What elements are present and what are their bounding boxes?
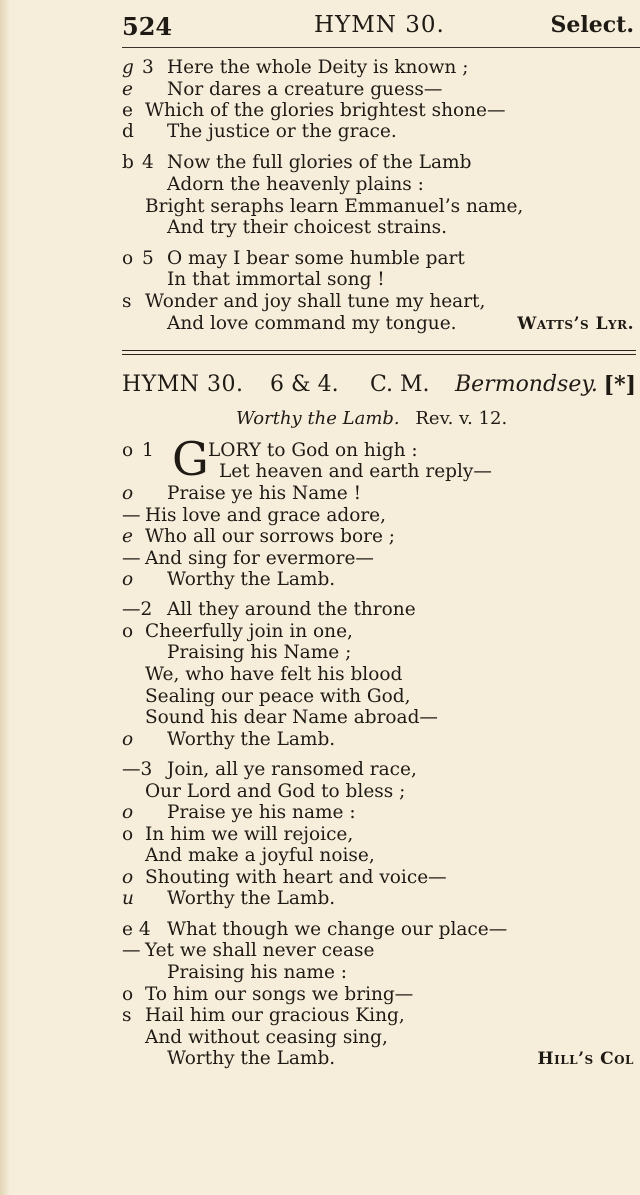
dynamic-mark: o (122, 984, 134, 1005)
verse-text: We, who have felt his blood (145, 664, 403, 685)
dynamic-mark: o (122, 824, 134, 845)
verse-text: In that immortal song ! (167, 269, 385, 290)
dynamic-mark: e (122, 100, 133, 121)
verse-line (122, 686, 634, 708)
header-title: HYMN 30. (314, 12, 445, 38)
dynamic-mark: —2 (122, 599, 153, 620)
verse-text: Join, all ye ransomed race, (167, 759, 417, 780)
verse-text: And try their choicest strains. (167, 217, 448, 238)
verse-line (122, 824, 634, 846)
verse-text: Now the full glories of the Lamb (167, 152, 472, 173)
verse-line (122, 313, 634, 335)
dynamic-mark: —3 (122, 759, 153, 780)
verse-text: Sealing our peace with God, (145, 686, 411, 707)
verse-line (122, 984, 634, 1006)
header-section: Select. (550, 12, 634, 38)
verse-line (122, 269, 634, 291)
verse-text: In him we will rejoice, (145, 824, 354, 845)
verse-text: Here the whole Deity is known ; (167, 57, 469, 78)
verse-text: And sing for evermore— (145, 548, 374, 569)
verse-text: Sound his dear Name abroad— (145, 707, 438, 728)
dynamic-mark: e (122, 526, 133, 547)
verse-text: Bright seraphs learn Emmanuel’s name, (145, 196, 524, 217)
dynamic-mark: d (122, 121, 134, 142)
verse-text: Worthy the Lamb. (167, 569, 336, 590)
verse-line (122, 174, 634, 196)
verse-line (122, 940, 634, 962)
verse-text: His love and grace adore, (145, 505, 387, 526)
verse-line (122, 483, 634, 505)
verse-line (122, 729, 634, 751)
dynamic-mark: o (122, 729, 134, 750)
verse-line (122, 642, 634, 664)
attribution-watts: Watts’s Lyr. (517, 314, 634, 334)
hymn-meter-code: C. M. (370, 372, 430, 397)
dynamic-mark: — (122, 548, 141, 569)
verse-line (122, 79, 634, 101)
dynamic-mark: b (122, 152, 134, 173)
verse-text: Adorn the heavenly plains : (167, 174, 424, 195)
verse-text: Worthy the Lamb. (167, 1048, 336, 1069)
verse-line (122, 845, 634, 867)
verse-line (122, 621, 634, 643)
verse-text: Praise ye his Name ! (167, 483, 362, 504)
verse-text: Praising his name : (167, 962, 348, 983)
verse-line (122, 1048, 634, 1070)
verse-number: 5 (142, 248, 154, 269)
dynamic-mark: — (122, 940, 141, 961)
hymn-tune: Bermondsey. (455, 372, 598, 397)
drop-cap: G (172, 432, 209, 486)
verse-text: Who all our sorrows bore ; (145, 526, 396, 547)
verse-text: Wonder and joy shall tune my heart, (145, 291, 486, 312)
dynamic-mark: e 4 (122, 919, 151, 940)
attribution-hill: Hill’s Col (537, 1049, 634, 1069)
verse-line (122, 505, 634, 527)
verse-line (122, 57, 634, 79)
hymn-heading (122, 372, 636, 402)
hymn-meter: 6 & 4. (270, 372, 339, 397)
verse-text: Cheerfully join in one, (145, 621, 353, 642)
verse-text: Shouting with heart and voice— (145, 867, 447, 888)
page-number: 524 (122, 12, 173, 41)
verse-text: Worthy the Lamb. (167, 888, 336, 909)
dynamic-mark: o (122, 569, 134, 590)
verse-line (122, 461, 634, 483)
hymn-title: HYMN 30. (122, 372, 244, 397)
verse-line (122, 526, 634, 548)
verse-line (122, 248, 634, 270)
dynamic-mark: o (122, 867, 134, 888)
dynamic-mark: — (122, 505, 141, 526)
verse-text: Worthy the Lamb. (167, 729, 336, 750)
verse-line (122, 100, 634, 122)
dynamic-mark: e (122, 79, 133, 100)
verse-line (122, 962, 634, 984)
dynamic-mark: s (122, 291, 132, 312)
verse-text: Which of the glories brightest shone— (145, 100, 506, 121)
verse-text: What though we change our place— (167, 919, 508, 940)
verse-text: To him our songs we bring— (145, 984, 414, 1005)
subtitle-text: Worthy the Lamb. (236, 408, 400, 429)
dynamic-mark: o (122, 621, 134, 642)
verse-line (122, 1027, 634, 1049)
verse-line (122, 1005, 634, 1027)
dynamic-mark: s (122, 1005, 132, 1026)
header-rule (122, 47, 640, 48)
dynamic-mark: g (122, 57, 134, 78)
verse-text: Yet we shall never cease (145, 940, 375, 961)
verse-line (122, 759, 634, 781)
verse-text: And without ceasing sing, (145, 1027, 388, 1048)
verse-line (122, 291, 634, 313)
verse-line (122, 121, 634, 143)
verse-text: Hail him our gracious King, (145, 1005, 405, 1026)
dynamic-mark: o (122, 440, 134, 461)
verse-text: And make a joyful noise, (145, 845, 375, 866)
verse-line (122, 599, 634, 621)
verse-line (122, 802, 634, 824)
verse-line (122, 569, 634, 591)
verse-text: The justice or the grace. (167, 121, 397, 142)
verse-line (122, 707, 634, 729)
verse-line (122, 919, 634, 941)
verse-line (122, 196, 634, 218)
scripture-ref: Rev. v. 12. (415, 408, 508, 429)
verse-line (122, 888, 634, 910)
verse-text: All they around the throne (167, 599, 416, 620)
verse-text: Nor dares a creature guess— (167, 79, 443, 100)
section-rule (122, 350, 636, 351)
verse-line (122, 781, 634, 803)
verse-line (122, 664, 634, 686)
verse-text: And love command my tongue. (167, 313, 457, 334)
verse-line (122, 548, 634, 570)
running-header (122, 12, 634, 42)
verse-number: 3 (142, 57, 154, 78)
hymn-subtitle (236, 408, 507, 429)
page-edge-shadow (0, 0, 10, 1195)
verse-text: Praise ye his name : (167, 802, 356, 823)
section-rule-thin (122, 354, 636, 355)
hymn-mark: [*] (603, 372, 636, 398)
verse-line (122, 217, 634, 239)
verse-number: 4 (142, 152, 154, 173)
verse-text: Let heaven and earth reply— (219, 461, 492, 482)
verse-line (122, 152, 634, 174)
dynamic-mark: o (122, 483, 134, 504)
verse-text: Our Lord and God to bless ; (145, 781, 406, 802)
verse-text: O may I bear some humble part (167, 248, 465, 269)
verse-number: 1 (142, 440, 154, 461)
dynamic-mark: u (122, 888, 134, 909)
dynamic-mark: o (122, 802, 134, 823)
first-line-text: LORY to God on high : (208, 440, 418, 461)
dynamic-mark: o (122, 248, 134, 269)
verse-line (122, 867, 634, 889)
verse-text: Praising his Name ; (167, 642, 352, 663)
